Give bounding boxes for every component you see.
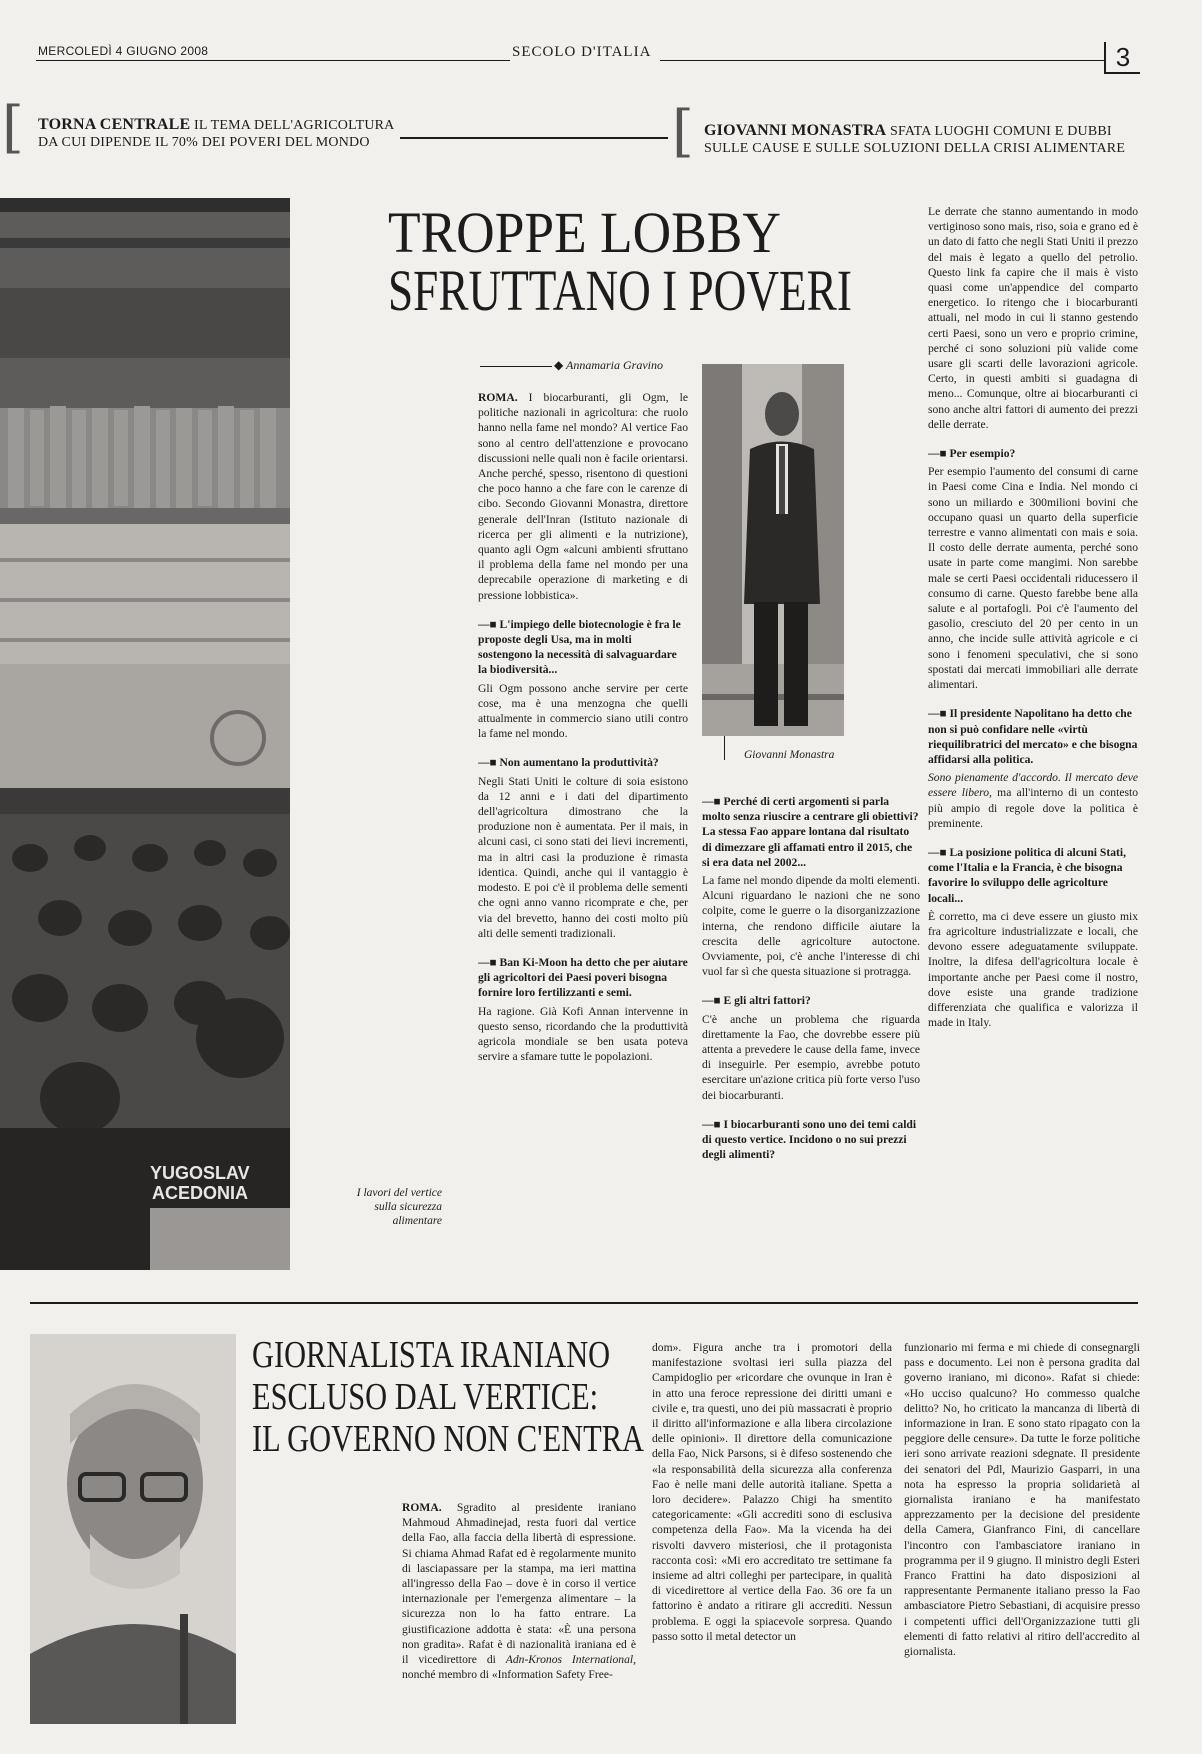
summit-photo (0, 198, 290, 1270)
main-col3-q2: —■ Il presidente Napolitano ha detto che non si può confidare nelle «virtù riequilibratrici del mercato» e che bisogna affidarsi alla politica. (928, 706, 1138, 767)
kicker-left-bracket: [ (2, 95, 24, 160)
rafat-photo (30, 1334, 236, 1724)
kicker-left-rest: IL TEMA DELL'AGRICOLTURA DA CUI DIPENDE IL 70% DEI POVERI DEL MONDO (38, 118, 394, 150)
main-col3-q1: —■ Per esempio? (928, 446, 1138, 461)
header-rule-mid (660, 60, 1104, 61)
overlay-text-2: ACEDONIA (152, 1183, 249, 1203)
main-col-2 (702, 784, 920, 1270)
main-col3-a1: Per esempio l'aumento del consumi di carne in Paesi come Cina e India. Nel mondo ci sono un miliardo e 300milioni bovini che occupano quasi un quarto della superficie terrestre e vanno alimentati con mais e soia. Il costo delle derrate aumenta, perché sono usate in parte come mangimi. Non sarebbe male se certi Paesi occidentali riducessero il consumo di carne. Questo farebbe bene alla salute e al portafogli. Poi c'è l'aumento del gasolio, cresciuto del 20 per cento in un anno, che incide sulle attività agricole e ci sono i fenomeni speculativi, che si sono spostati dai mercati immobiliari alle derrate alimentari. (928, 465, 1138, 692)
summit-photo-image (0, 198, 290, 1270)
byline: ◆ Annamaria Gravino (554, 358, 664, 372)
summit-photo-caption: I lavori del vertice sulla sicurezza alimentare (356, 1187, 442, 1227)
main-col1-q3: —■ Ban Ki-Moon ha detto che per aiutare gli agricoltori dei Paesi poveri bisogna fornire loro fertilizzanti e semi. (478, 955, 688, 1001)
second-title-line2: ESCLUSO DAL VERTICE: (252, 1376, 599, 1418)
byline-author: Annamaria Gravino (566, 358, 664, 372)
main-col3-a2-italic: Sono pienamente d'accordo. Il mercato deve essere libero, (928, 771, 1138, 800)
monastra-caption: Giovanni Monastra (744, 749, 835, 761)
monastra-photo-image (702, 364, 844, 736)
main-col3-a3: È corretto, ma ci deve essere un giusto mix fra agricolture industrializzate e locali, che devono essere adeguatamente sviluppate. Inoltre, la difesa dell'agricoltura locale è importante anche per Paesi come il nostro, dove esiste una grande tradizione differenziata che qualifica e valorizza il made in Italy. (928, 909, 1138, 1030)
second-col-3 (904, 1340, 1140, 1740)
section-divider (30, 1302, 1138, 1304)
main-col2-q1: —■ Perché di certi argomenti si parla molto senza riuscire a centrare gli obiettivi? La stessa Fao appare lontana dal risultato di dimezzare gli affamati entro il 2015, che si era data nel 2002... (702, 794, 920, 870)
main-title-line2: SFRUTTANO I POVERI (388, 258, 852, 323)
main-col3-a0: Le derrate che stanno aumentando in modo vertiginoso sono mais, riso, soia e grano ed è un dato di fatto che negli Stati Uniti il prezzo del mais è legato a quello del petrolio. Questo link fa capire che il mais è visto quasi come un'appendice del comparto energetico. Io ritengo che i biocarburanti attuali, nel modo in cui li stanno gestendo certi Paesi, sono un vero e proprio crimine, perché ci sono soluzioni più valide come usare gli scarti delle lavorazioni agricole. Certo, in questi ambiti si guadagna di meno... Comunque, oltre ai biocarburanti ci sono anche altri fattori di aumento dei prezzi delle derrate. (928, 205, 1138, 431)
main-col1-q1: —■ L'impiego delle biotecnologie è fra le proposte degli Usa, ma in molti sostengono la necessità di salvaguardare la biodiversità... (478, 617, 688, 678)
header-date: MERCOLEDÌ 4 GIUGNO 2008 (38, 44, 209, 58)
main-col1-q2: —■ Non aumentano la produttività? (478, 755, 688, 770)
main-col1-p1: I biocarburanti, gli Ogm, le politiche nazionali in agricoltura: che ruolo hanno nella fame nel mondo? Al vertice Fao sono al centro dell'attenzione e provocano discussioni nelle quali non è facile orientarsi. Anche perché, spesso, risentono di questioni che poco hanno a che fare con le carenze di cibo. Secondo Giovanni Monastra, direttore generale dell'Inran (Istituto nazionale di ricerca per gli alimenti e la nutrizione), quanto agli Ogm «alcuni ambienti sfruttano il problema della fame nel mondo per una deprecabile operazione di marketing e di pressione lobbistica». (478, 391, 688, 602)
kicker-left (38, 116, 398, 151)
main-col-3 (928, 204, 1138, 1274)
portrait-caption-tick (724, 736, 725, 760)
byline-rule (480, 366, 552, 367)
main-col2-q3: —■ I biocarburanti sono uno dei temi caldi di questo vertice. Incidono o no sui prezzi degli alimenti? (702, 1117, 920, 1163)
main-col2-a2: C'è anche un problema che riguarda direttamente la Fao, che dovrebbe essere più attenta a prevedere le cause della fame, invece di inseguirle. Per esempio, avrebbe potuto esercitare un'azione critica più forte verso l'uso dei biocarburanti. (702, 1012, 920, 1102)
main-dateline: ROMA. (478, 391, 518, 404)
second-col3-text: funzionario mi ferma e mi chiede di consegnargli pass e documento. Lei non è persona gradita dal governo iraniano, mi dicono». Rafat si chiede: «Ho ucciso qualcuno? Ho commesso qualche delitto? No, ho criticato la mancanza di libertà di informazione in Iran. E sono stato ripagato con la peggiore delle censure». Da tutte le forze politiche ieri sono arrivate reazioni sdegnate. Il presidente dei senatori del Pdl, Maurizio Gasparri, in una nota ha espresso la propria solidarietà al giornalista iraniano e ha manifestato apprezzamento per la decisione del presidente della Camera, Gianfranco Fini, di cancellare l'incontro con l'ambasciatore iraniano in programma per il 9 giugno. Il ministro degli Esteri Franco Frattini ha dato disposizioni al rappresentante Permanente italiano presso la Fao ambasciatore Pietro Sebastiani, di acquisire presso i competenti uffici dell'Organizzazione tutti gli elementi di fatto relativi al ritiro dell'accredito al giornalista. (904, 1341, 1140, 1659)
rafat-photo-image (30, 1334, 236, 1724)
main-col1-a2: Negli Stati Uniti le colture di soia esistono da 12 anni e i dati del dipartimento dell'agricoltura dimostrano che la produzione non è aumentata. Per il mais, in alcuni casi, ci sono stati dei lievi incrementi, ma in altri casi la produzione è rimasta identica. Quindi, anche qui il vantaggio è modesto. E poi c'è il problema delle sementi che ogni anno vanno ricomprate e che, per via del brevetto, hanno dei costi molto più alti delle sementi tradizionali. (478, 774, 688, 940)
second-title-line1: GIORNALISTA IRANIANO (252, 1334, 611, 1376)
second-col-2 (652, 1340, 892, 1740)
overlay-text-1: YUGOSLAV (150, 1163, 250, 1183)
kicker-right-lead: GIOVANNI MONASTRA (704, 122, 887, 139)
main-col1-a3: Ha ragione. Già Kofi Annan intervenne in questo senso, ricordando che la produttività agricola mondiale se ben usata poteva servire a sfamare tutte le popolazioni. (478, 1004, 688, 1064)
header-paper-name: SECOLO D'ITALIA (512, 44, 652, 60)
kicker-rule (400, 137, 668, 139)
second-col1-text: Sgradito al presidente iraniano Mahmoud Ahmadinejad, resta fuori dal vertice della Fao, alla faccia della libertà di espressione. Si chiama Ahmad Rafat ed è regolarmente munito di lasciapassare per la stampa, ma ieri mattina all'ingresso della Fao – dove è in corso il vertice internazionale per l'emergenza alimentare – la sicurezza non lo ha fatto entrare. La giustificazione addotta è stata: «È una persona non gradita». Rafat è di nazionalità iraniana ed è il vicedirettore di (402, 1501, 636, 1667)
kicker-right (704, 122, 1144, 157)
main-col2-q2: —■ E gli altri fattori? (702, 993, 920, 1008)
kicker-right-bracket: [ (672, 99, 694, 164)
second-dateline: ROMA. (402, 1501, 442, 1514)
main-title-line1: TROPPE LOBBY (388, 200, 781, 265)
second-title-line3: IL GOVERNO NON C'ENTRA (252, 1418, 644, 1460)
page-number: 3 (1104, 42, 1140, 74)
main-col1-a1: Gli Ogm possono anche servire per certe cose, ma è una menzogna che quelli attualmente in commercio siano utili contro la fame nel mondo. (478, 681, 688, 741)
second-col2-text: dom». Figura anche tra i promotori della manifestazione svoltasi ieri sulla piazza del Campidoglio per «ricordare che ovunque in Iran è in atto una feroce repressione dei diritti umani e civile e, tra questi, uno dei più massacrati è proprio il diritto all'informazione e alla libera circolazione delle opinioni». Il direttore della comunicazione della Fao, Nick Parsons, si è difeso sostenendo che «la responsabilità della sicurezza alla conferenza Fao è nelle mani delle autorità italiane. Spetta a loro decidere». Palazzo Chigi ha smentito categoricamente: «Gli accrediti sono di esclusiva competenza della Fao». Ma la vicenda ha dei risvolti davvero misteriosi, che il protagonista racconta così: «Mi ero accreditato tre settimane fa insieme ad altri colleghi per partecipare, in qualità di vicedirettore al vertice della Fao. 36 ore fa un fattorino è andato a ritirare gli accrediti. Nessun problema. E oggi la spiacevole sorpresa. Quando passo sotto il metal detector un (652, 1341, 892, 1643)
main-col2-a1: La fame nel mondo dipende da molti elementi. Alcuni riguardano le nazioni che ne sono colpite, come le guerre o la disorganizzazione interna, che rendono difficile aiutare la crescita delle agricolture autoctone. Ovviamente, poi, c'è anche l'interesse di chi vuol far sì che questa situazione si protragga. (702, 874, 920, 979)
second-col1-agency: Adn-Kronos International, (505, 1653, 636, 1667)
main-col-1 (478, 390, 688, 1270)
monastra-photo (702, 364, 844, 736)
main-col3-a2: ma all'interno di un contesto più ampio di regole dove la politica è preminente. (928, 786, 1138, 830)
kicker-left-lead: TORNA CENTRALE (38, 116, 191, 133)
kicker-right-rest: SFATA LUOGHI COMUNI E DUBBI SULLE CAUSE E SULLE SOLUZIONI DELLA CRISI ALIMENTARE (704, 124, 1126, 156)
second-col-1 (402, 1500, 636, 1740)
main-col3-q3: —■ La posizione politica di alcuni Stati, come l'Italia e la Francia, è che bisogna favorire lo sviluppo delle agricolture locali... (928, 845, 1138, 906)
header-rule-left (36, 60, 510, 61)
second-col1-text-end: nonché membro di «Information Safety Free- (402, 1668, 613, 1682)
